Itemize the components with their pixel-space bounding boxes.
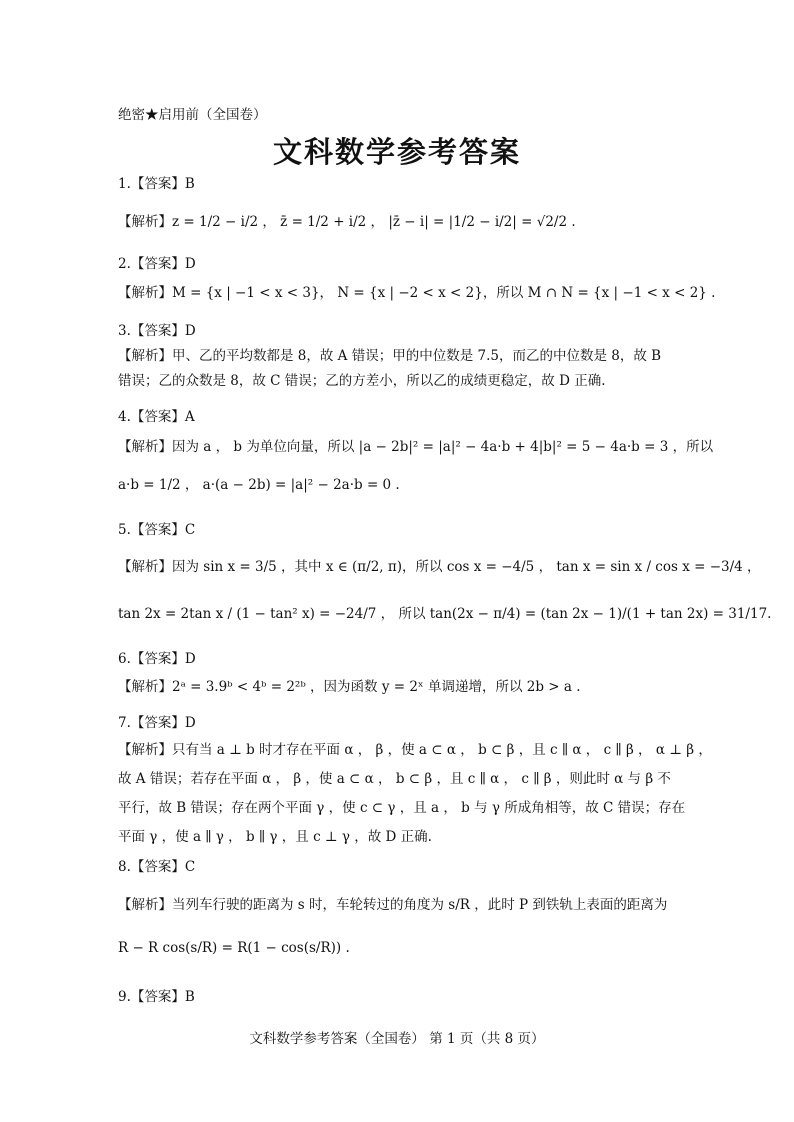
solution-8-line-2: R − R cos(s/R) = R(1 − cos(s/R)) . — [118, 940, 350, 956]
solution-2-line-1: 【解析】M = {x | −1 < x < 3}， N = {x | −2 < x < 2}，所以 M ∩ N = {x | −1 < x < 2} . — [118, 285, 716, 301]
answer-4: 4.【答案】A — [118, 409, 195, 425]
solution-7-line-4: 平面 γ ，使 a ∥ γ ， b ∥ γ ，且 c ⊥ γ ，故 D 正确. — [118, 829, 432, 845]
answer-7: 7.【答案】D — [118, 715, 196, 731]
page-footer: 文科数学参考答案（全国卷） 第 1 页（共 8 页） — [249, 1031, 545, 1047]
solution-8-line-1: 【解析】当列车行驶的距离为 s 时，车轮转过的角度为 s/R ，此时 P 到铁轨上表面的距离为 — [118, 897, 668, 913]
answer-5: 5.【答案】C — [118, 522, 196, 538]
secret-label: 绝密★启用前（全国卷） — [118, 107, 267, 123]
answer-8: 8.【答案】C — [118, 859, 196, 875]
solution-5-line-2: tan 2x = 2tan x / (1 − tan² x) = −24/7 ， 所以 tan(2x − π/4) = (tan 2x − 1)/(1 + tan 2x) = 31/17. — [118, 606, 772, 622]
solution-7-line-1: 【解析】只有当 a ⊥ b 时才存在平面 α ， β ，使 a ⊂ α ， b ⊂ β ，且 c ∥ α ， c ∥ β ， α ⊥ β ， — [118, 742, 712, 758]
solution-7-line-3: 平行，故 B 错误；存在两个平面 γ ，使 c ⊂ γ ，且 a ， b 与 γ 所成角相等，故 C 错误；存在 — [118, 800, 686, 816]
solution-3-line-2: 错误；乙的众数是 8，故 C 错误；乙的方差小，所以乙的成绩更稳定，故 D 正确. — [118, 373, 606, 389]
answer-9: 9.【答案】B — [118, 989, 195, 1005]
answer-3: 3.【答案】D — [118, 323, 196, 339]
answer-1: 1.【答案】B — [118, 176, 195, 192]
answer-6: 6.【答案】D — [118, 651, 196, 667]
solution-3-line-1: 【解析】甲、乙的平均数都是 8，故 A 错误；甲的中位数是 7.5，而乙的中位数是 8，故 B — [118, 348, 662, 364]
solution-4-line-2: a·b = 1/2 ， a·(a − 2b) = |a|² − 2a·b = 0 . — [118, 477, 400, 493]
solution-6-line-1: 【解析】2ᵃ = 3.9ᵇ < 4ᵇ = 2²ᵇ ，因为函数 y = 2ˣ 单调递增，所以 2b > a . — [118, 679, 581, 695]
solution-4-line-1: 【解析】因为 a ， b 为单位向量，所以 |a − 2b|² = |a|² − 4a·b + 4|b|² = 5 − 4a·b = 3 ，所以 — [118, 439, 714, 455]
solution-5-line-1: 【解析】因为 sin x = 3/5 ，其中 x ∈ (π/2, π)，所以 cos x = −4/5 ， tan x = sin x / cos x = −3/4 ， — [118, 559, 761, 575]
solution-7-line-2: 故 A 错误；若存在平面 α ， β ，使 a ⊂ α ， b ⊂ β ，且 c ∥ α ， c ∥ β ，则此时 α 与 β 不 — [118, 771, 671, 787]
solution-1-line-1: 【解析】z = 1/2 − i/2 ， z̄ = 1/2 + i/2 ， |z̄ − i| = |1/2 − i/2| = √2/2 . — [118, 214, 576, 230]
answer-2: 2.【答案】D — [118, 256, 196, 272]
page-title: 文科数学参考答案 — [272, 135, 521, 169]
